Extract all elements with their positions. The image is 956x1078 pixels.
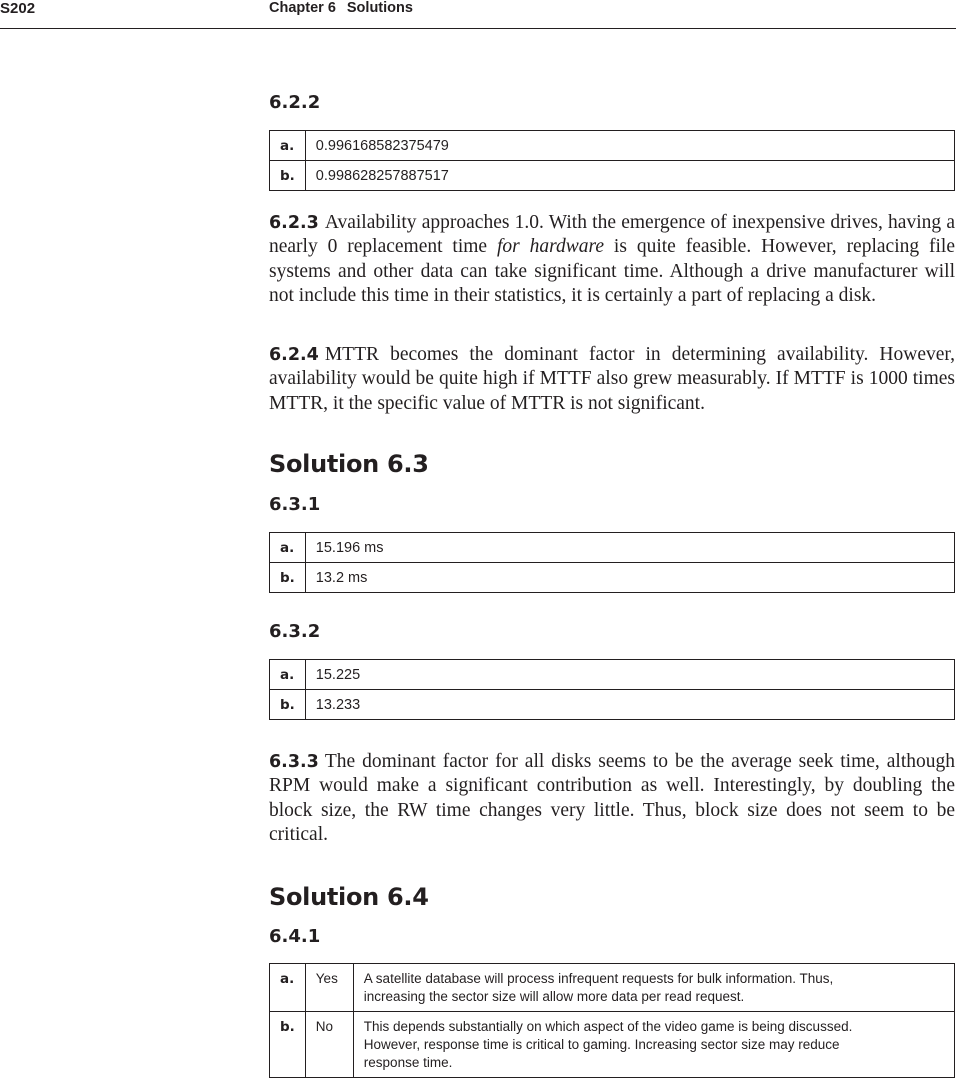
table-row	[270, 131, 955, 161]
paragraph-text: is quite feasible. However, replacing file systems and other data can take significant time. Although a drive manufacturer will not include this time in their statistics, it is certainly a part of replacing a disk.	[269, 236, 955, 306]
paragraph-6-2-4	[269, 343, 955, 416]
paragraph-text: The dominant factor for all disks seems to be the average seek time, although RPM would make a significant contribution as well. Interestingly, by doubling the block size, the RW time changes very little. Thus, block size does not seem to be critical.	[269, 751, 955, 845]
table-row	[270, 161, 955, 191]
row-value: 15.225	[305, 660, 954, 690]
emphasis-text: for hardware	[496, 236, 605, 258]
subsection-heading: 6.3.2	[269, 621, 321, 642]
explanation-line: However, response time is critical to gaming. Increasing sector size may reduce	[363, 1037, 840, 1052]
subsection-heading: 6.3.1	[269, 494, 321, 515]
paragraph-number: 6.2.4	[269, 345, 319, 365]
explanation-line: response time.	[363, 1055, 453, 1070]
paragraph-text: Availability approaches 1.0. With the emergence of inexpensive drives, having a nearly 0 replacement time	[269, 212, 955, 258]
subsection-heading: 6.2.2	[269, 92, 321, 113]
explanation-line: increasing the sector size will allow more data per read request.	[363, 989, 745, 1004]
row-explanation	[353, 1012, 954, 1078]
chapter-label: Chapter 6	[269, 0, 336, 16]
explanation-line: A satellite database will process infrequent requests for bulk information. Thus,	[363, 971, 834, 986]
row-label: b.	[270, 563, 306, 593]
table-row	[270, 533, 955, 563]
solution-6-4-heading	[269, 883, 955, 911]
table-row	[270, 660, 955, 690]
row-answer: Yes	[305, 964, 353, 1012]
table-row	[270, 1012, 955, 1078]
solution-heading: Solution 6.3	[269, 450, 429, 478]
row-value: 15.196 ms	[305, 533, 954, 563]
row-label: b.	[270, 1012, 306, 1078]
solution-6-3-heading	[269, 450, 955, 478]
row-answer: No	[305, 1012, 353, 1078]
explanation-line: This depends substantially on which aspect of the video game is being discussed.	[363, 1019, 853, 1034]
row-label: b.	[270, 690, 306, 720]
row-label: a.	[270, 660, 306, 690]
table-6-3-1	[269, 532, 955, 593]
table-row	[270, 690, 955, 720]
row-label: a.	[270, 131, 306, 161]
table-6-3-2	[269, 659, 955, 720]
row-value: 13.2 ms	[305, 563, 954, 593]
table-6-2-2	[269, 130, 955, 191]
solution-heading: Solution 6.4	[269, 883, 429, 911]
paragraph-text: MTTR becomes the dominant factor in determining availability. However, availability would be quite high if MTTF also grew measurably. If MTTF is 1000 times MTTR, it the specific value of MTTR is not significant.	[269, 344, 955, 414]
row-value: 0.998628257887517	[305, 161, 954, 191]
answer-table	[269, 659, 955, 720]
row-value: 0.996168582375479	[305, 131, 954, 161]
answer-table	[269, 532, 955, 593]
subsection-6-3-2	[269, 621, 955, 642]
row-explanation	[353, 964, 954, 1012]
section-label: Solutions	[346, 0, 413, 16]
row-value: 13.233	[305, 690, 954, 720]
table-row	[270, 964, 955, 1012]
table-6-4-1	[269, 963, 955, 1078]
answer-table	[269, 963, 955, 1078]
chapter-title	[269, 0, 413, 16]
subsection-6-2-2	[269, 92, 955, 113]
subsection-6-4-1	[269, 926, 955, 947]
subsection-6-3-1	[269, 494, 955, 515]
row-label: a.	[270, 533, 306, 563]
page-number: S202	[0, 0, 36, 17]
paragraph-number: 6.3.3	[269, 752, 319, 772]
subsection-heading: 6.4.1	[269, 926, 321, 947]
paragraph-6-3-3	[269, 750, 955, 847]
row-label: b.	[270, 161, 306, 191]
paragraph-number: 6.2.3	[269, 213, 319, 233]
table-row	[270, 563, 955, 593]
row-label: a.	[270, 964, 306, 1012]
answer-table	[269, 130, 955, 191]
running-head	[0, 0, 956, 29]
paragraph-6-2-3	[269, 211, 955, 308]
